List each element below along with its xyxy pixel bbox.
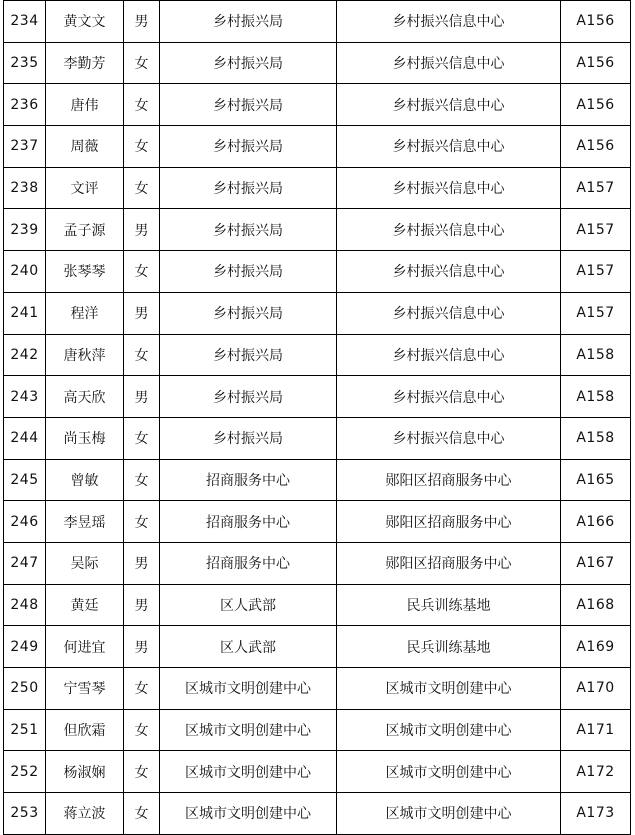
cell-name: 李昱瑶 (46, 501, 124, 543)
table-row (4, 126, 631, 168)
cell-code: A156 (561, 1, 631, 43)
table-row (4, 626, 631, 668)
cell-unit: 招商服务中心 (160, 542, 337, 584)
cell-unit: 乡村振兴局 (160, 167, 337, 209)
cell-name: 程洋 (46, 292, 124, 334)
cell-code: A156 (561, 126, 631, 168)
cell-name: 杨淑娴 (46, 751, 124, 793)
cell-unit: 区城市文明创建中心 (160, 709, 337, 751)
cell-post: 民兵训练基地 (337, 584, 561, 626)
cell-code: A168 (561, 584, 631, 626)
cell-code: A172 (561, 751, 631, 793)
cell-post: 乡村振兴信息中心 (337, 167, 561, 209)
cell-sex: 男 (124, 584, 160, 626)
cell-post: 乡村振兴信息中心 (337, 251, 561, 293)
cell-post: 乡村振兴信息中心 (337, 417, 561, 459)
cell-name: 唐秋萍 (46, 334, 124, 376)
cell-name: 但欣霜 (46, 709, 124, 751)
table-row (4, 793, 631, 835)
table-row (4, 584, 631, 626)
cell-unit: 乡村振兴局 (160, 417, 337, 459)
cell-code: A158 (561, 417, 631, 459)
table-row (4, 1, 631, 43)
cell-post: 乡村振兴信息中心 (337, 84, 561, 126)
cell-sex: 女 (124, 42, 160, 84)
table-row (4, 251, 631, 293)
cell-unit: 招商服务中心 (160, 501, 337, 543)
cell-name: 唐伟 (46, 84, 124, 126)
cell-sex: 女 (124, 84, 160, 126)
cell-unit: 乡村振兴局 (160, 251, 337, 293)
candidate-table (3, 0, 631, 835)
cell-sex: 男 (124, 626, 160, 668)
cell-no: 251 (4, 709, 46, 751)
cell-unit: 区人武部 (160, 584, 337, 626)
table-row (4, 84, 631, 126)
cell-unit: 乡村振兴局 (160, 42, 337, 84)
table-row (4, 542, 631, 584)
cell-sex: 女 (124, 668, 160, 710)
cell-no: 248 (4, 584, 46, 626)
table-row (4, 709, 631, 751)
cell-sex: 男 (124, 292, 160, 334)
cell-sex: 女 (124, 501, 160, 543)
cell-post: 郧阳区招商服务中心 (337, 459, 561, 501)
cell-name: 尚玉梅 (46, 417, 124, 459)
cell-sex: 女 (124, 126, 160, 168)
cell-no: 243 (4, 376, 46, 418)
cell-sex: 女 (124, 251, 160, 293)
cell-sex: 男 (124, 542, 160, 584)
cell-unit: 乡村振兴局 (160, 292, 337, 334)
cell-code: A157 (561, 167, 631, 209)
cell-unit: 乡村振兴局 (160, 84, 337, 126)
cell-post: 乡村振兴信息中心 (337, 1, 561, 43)
table-row (4, 459, 631, 501)
cell-sex: 男 (124, 1, 160, 43)
cell-post: 乡村振兴信息中心 (337, 42, 561, 84)
table-row (4, 501, 631, 543)
cell-no: 234 (4, 1, 46, 43)
cell-name: 黄文文 (46, 1, 124, 43)
cell-post: 区城市文明创建中心 (337, 709, 561, 751)
cell-no: 244 (4, 417, 46, 459)
cell-code: A169 (561, 626, 631, 668)
cell-name: 蒋立波 (46, 793, 124, 835)
cell-name: 张琴琴 (46, 251, 124, 293)
table-row (4, 42, 631, 84)
cell-sex: 女 (124, 167, 160, 209)
cell-sex: 女 (124, 709, 160, 751)
cell-name: 吴际 (46, 542, 124, 584)
cell-code: A157 (561, 251, 631, 293)
cell-no: 250 (4, 668, 46, 710)
cell-unit: 区城市文明创建中心 (160, 793, 337, 835)
cell-no: 245 (4, 459, 46, 501)
cell-name: 周薇 (46, 126, 124, 168)
cell-unit: 区城市文明创建中心 (160, 751, 337, 793)
cell-unit: 区城市文明创建中心 (160, 668, 337, 710)
cell-name: 文评 (46, 167, 124, 209)
cell-post: 乡村振兴信息中心 (337, 292, 561, 334)
cell-post: 乡村振兴信息中心 (337, 376, 561, 418)
cell-name: 孟子源 (46, 209, 124, 251)
cell-no: 238 (4, 167, 46, 209)
cell-code: A170 (561, 668, 631, 710)
cell-post: 乡村振兴信息中心 (337, 126, 561, 168)
cell-no: 236 (4, 84, 46, 126)
cell-unit: 招商服务中心 (160, 459, 337, 501)
cell-code: A171 (561, 709, 631, 751)
cell-no: 246 (4, 501, 46, 543)
cell-code: A156 (561, 84, 631, 126)
table-body (4, 1, 631, 835)
cell-sex: 男 (124, 376, 160, 418)
table-row (4, 417, 631, 459)
cell-unit: 乡村振兴局 (160, 1, 337, 43)
cell-post: 乡村振兴信息中心 (337, 334, 561, 376)
table-row (4, 292, 631, 334)
cell-code: A158 (561, 376, 631, 418)
cell-sex: 女 (124, 459, 160, 501)
table-row (4, 376, 631, 418)
cell-post: 区城市文明创建中心 (337, 751, 561, 793)
cell-sex: 女 (124, 417, 160, 459)
cell-sex: 女 (124, 793, 160, 835)
table-row (4, 751, 631, 793)
cell-unit: 乡村振兴局 (160, 209, 337, 251)
cell-sex: 女 (124, 334, 160, 376)
cell-code: A165 (561, 459, 631, 501)
cell-unit: 区人武部 (160, 626, 337, 668)
cell-post: 郧阳区招商服务中心 (337, 542, 561, 584)
cell-no: 242 (4, 334, 46, 376)
cell-unit: 乡村振兴局 (160, 334, 337, 376)
table-row (4, 209, 631, 251)
cell-no: 252 (4, 751, 46, 793)
cell-unit: 乡村振兴局 (160, 126, 337, 168)
cell-no: 241 (4, 292, 46, 334)
cell-name: 高天欣 (46, 376, 124, 418)
cell-name: 黄廷 (46, 584, 124, 626)
cell-post: 民兵训练基地 (337, 626, 561, 668)
cell-code: A158 (561, 334, 631, 376)
cell-name: 李勤芳 (46, 42, 124, 84)
cell-code: A157 (561, 292, 631, 334)
cell-no: 239 (4, 209, 46, 251)
cell-code: A173 (561, 793, 631, 835)
cell-name: 何进宜 (46, 626, 124, 668)
table-row (4, 334, 631, 376)
cell-post: 郧阳区招商服务中心 (337, 501, 561, 543)
cell-no: 235 (4, 42, 46, 84)
cell-unit: 乡村振兴局 (160, 376, 337, 418)
cell-post: 区城市文明创建中心 (337, 793, 561, 835)
cell-name: 曾敏 (46, 459, 124, 501)
cell-name: 宁雪琴 (46, 668, 124, 710)
cell-post: 区城市文明创建中心 (337, 668, 561, 710)
cell-no: 240 (4, 251, 46, 293)
cell-no: 253 (4, 793, 46, 835)
cell-code: A167 (561, 542, 631, 584)
table-row (4, 167, 631, 209)
cell-post: 乡村振兴信息中心 (337, 209, 561, 251)
cell-code: A156 (561, 42, 631, 84)
cell-no: 247 (4, 542, 46, 584)
cell-sex: 男 (124, 209, 160, 251)
cell-no: 237 (4, 126, 46, 168)
cell-code: A166 (561, 501, 631, 543)
cell-code: A157 (561, 209, 631, 251)
table-row (4, 668, 631, 710)
cell-no: 249 (4, 626, 46, 668)
cell-sex: 女 (124, 751, 160, 793)
